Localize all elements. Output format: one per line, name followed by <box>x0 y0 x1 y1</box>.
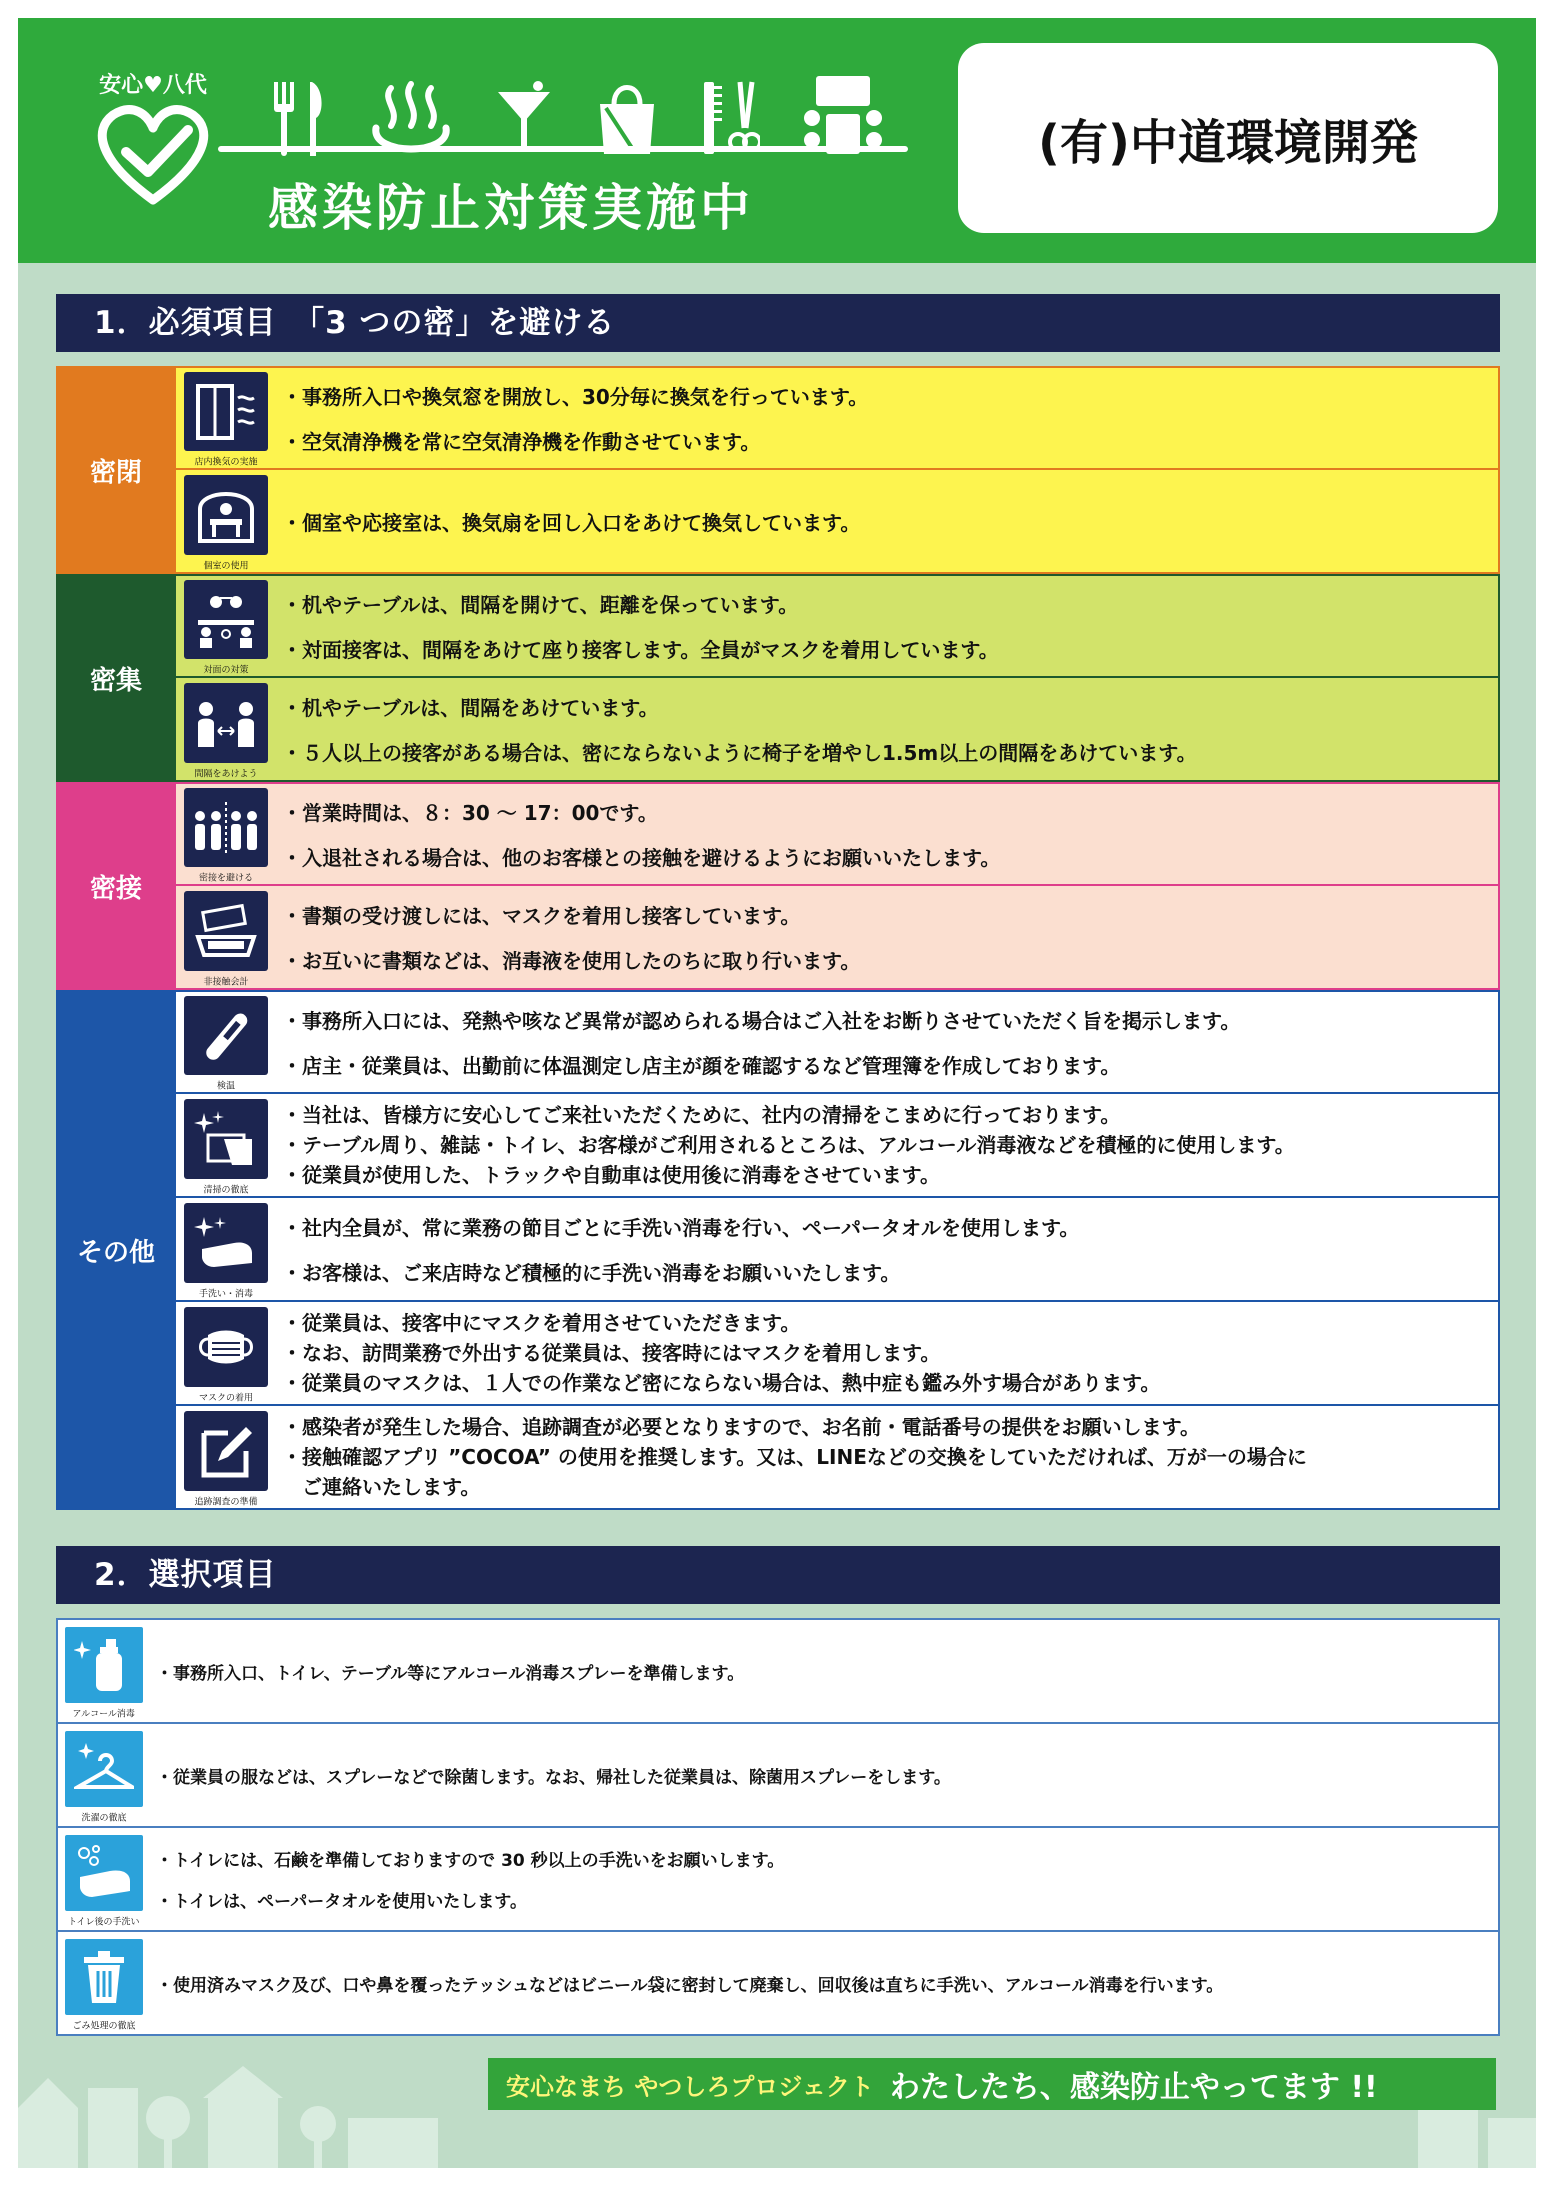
company-name-box <box>958 43 1498 233</box>
queue-people-icon <box>184 788 268 867</box>
item-text: ご連絡いたします。 <box>282 1475 481 1499</box>
icon-caption: アルコール消毒 <box>72 1708 136 1719</box>
company-name: (有)中道環境開発 <box>1038 114 1418 171</box>
category-misshu <box>56 574 1500 782</box>
table-row <box>176 886 1500 990</box>
item-text: ・入退社される場合は、他のお客様との接触を避けるようにお願いいたします。 <box>282 846 1001 870</box>
item-text: ・机やテーブルは、間隔を開けて、距離を保っています。 <box>282 593 799 617</box>
item-text: ・従業員のマスクは、１人での作業など密にならない場合は、熱中症も鑑み外す場合があります。 <box>282 1371 1161 1395</box>
hanger-icon <box>65 1731 143 1807</box>
icon-caption: 間隔をあけよう <box>194 768 258 779</box>
table-row <box>58 1828 1498 1932</box>
alcohol-spray-icon <box>65 1627 143 1703</box>
icon-caption: ごみ処理の徹底 <box>72 2020 136 2031</box>
mask-icon <box>184 1307 268 1387</box>
table-row <box>176 1198 1500 1302</box>
item-text: ・トイレには、石鹸を準備しておりますので 30 秒以上の手洗いをお願いします。 <box>156 1851 785 1871</box>
item-text: ・従業員の服などは、スプレーなどで除菌します。なお、帰社した従業員は、除菌用スプレーをします。 <box>156 1767 951 1788</box>
item-text: ・お客様は、ご来店時など積極的に手洗い消毒をお願いいたします。 <box>282 1261 901 1285</box>
slogan: わたしたち、感染防止やってます !! <box>889 2070 1378 2105</box>
table-row <box>176 678 1500 782</box>
project-name: 安心なまち やつしろプロジェクト <box>506 2072 874 2101</box>
category-label: 密閉 <box>56 366 176 574</box>
item-text: ・トイレは、ペーパータオルを使用いたします。 <box>156 1892 527 1912</box>
table-row <box>176 782 1500 886</box>
table-row <box>58 1932 1498 2036</box>
item-text: ・事務所入口には、発熱や咳など異常が認められる場合はご入社をお断りさせていただく旨を掲示します。 <box>282 1009 1241 1033</box>
table-row <box>176 1406 1500 1510</box>
optional-items-table <box>56 1618 1500 2036</box>
item-text: ・店主・従業員は、出勤前に体温測定し店主が顔を確認するなど管理簿を作成しております。 <box>282 1054 1121 1078</box>
icon-caption: 清掃の徹底 <box>203 1184 249 1195</box>
header-divider <box>218 146 908 152</box>
cash-tray-icon <box>184 891 268 971</box>
icon-caption: 洗濯の徹底 <box>81 1812 127 1823</box>
required-items-table <box>56 366 1500 1510</box>
category-other <box>56 990 1500 1510</box>
soap-bubbles-icon <box>65 1835 143 1911</box>
icon-caption: 追跡調査の準備 <box>194 1496 258 1507</box>
category-missetsu <box>56 782 1500 990</box>
header-title: 感染防止対策実施中 <box>268 179 754 237</box>
heart-check-icon <box>88 100 218 210</box>
table-row <box>176 1094 1500 1198</box>
category-mippei <box>56 366 1500 574</box>
icon-caption: 密接を避ける <box>199 873 253 884</box>
table-row <box>176 1302 1500 1406</box>
item-text: ・対面接客は、間隔をあけて座り接客します。全員がマスクを着用しています。 <box>282 638 999 662</box>
table-row <box>176 990 1500 1094</box>
item-text: ・感染者が発生した場合、追跡調査が必要となりますので、お名前・電話番号の提供をお願いします。 <box>282 1415 1200 1439</box>
item-text: ・机やテーブルは、間隔をあけています。 <box>282 696 659 720</box>
item-text: ・書類の受け渡しには、マスクを着用し接客しています。 <box>282 904 801 928</box>
table-row <box>176 366 1500 470</box>
icon-caption: 非接触会計 <box>203 976 249 987</box>
anshin-yatsushiro-logo <box>78 68 228 218</box>
item-text: ・営業時間は、８：30 ～ 17：00です。 <box>282 801 658 825</box>
thermometer-icon <box>184 996 268 1075</box>
icon-caption: マスクの着用 <box>199 1392 253 1403</box>
icon-caption: 検温 <box>217 1081 235 1092</box>
icon-caption: 店内換気の実施 <box>194 457 258 468</box>
section2-header <box>56 1546 1500 1604</box>
section1-title: 1．必須項目 「3 つの密」を避ける <box>94 305 616 341</box>
item-text: ・接触確認アプリ ”COCOA” の使用を推奨します。又は、LINEなどの交換をしていただければ、万が一の場合に <box>282 1445 1307 1469</box>
item-text: ・空気清浄機を常に空気清浄機を作動させています。 <box>282 430 761 454</box>
icon-caption: 個室の使用 <box>203 560 249 571</box>
logo-text: 安心♥八代 <box>99 73 207 98</box>
table-row <box>176 574 1500 678</box>
item-text: ・なお、訪問業務で外出する従業員は、接客時にはマスクを着用します。 <box>282 1341 941 1365</box>
item-text: ・個室や応接室は、換気扇を回し入口をあけて換気しています。 <box>282 510 861 535</box>
header-banner <box>18 18 1536 263</box>
hand-wash-icon <box>184 1203 268 1283</box>
table-row <box>176 470 1500 574</box>
table-row <box>58 1724 1498 1828</box>
icon-caption: トイレ後の手洗い <box>68 1916 140 1927</box>
item-text: ・テーブル周り、雑誌・トイレ、お客様がご利用されるところは、アルコール消毒液などを積極的に使用します。 <box>282 1133 1295 1157</box>
item-text: ・従業員が使用した、トラックや自動車は使用後に消毒をさせています。 <box>282 1163 940 1187</box>
industry-icons <box>268 58 888 158</box>
private-room-icon <box>184 475 268 555</box>
trash-can-icon <box>65 1939 143 2015</box>
pen-note-icon <box>184 1411 268 1491</box>
item-text: ・事務所入口、トイレ、テーブル等にアルコール消毒スプレーを準備します。 <box>156 1663 745 1684</box>
icon-caption: 対面の対策 <box>203 665 249 676</box>
face-to-face-icon <box>184 580 268 659</box>
item-text: ・従業員は、接客中にマスクを着用させていただきます。 <box>282 1311 801 1335</box>
poster <box>18 18 1536 2168</box>
item-text: ・事務所入口や換気窓を開放し、30分毎に換気を行っています。 <box>282 385 869 409</box>
cleaning-icon <box>184 1099 268 1179</box>
icon-caption: 手洗い・消毒 <box>199 1288 253 1299</box>
item-text: ・当社は、皆様方に安心してご来社いただくために、社内の清掃をこまめに行っております。 <box>282 1103 1121 1127</box>
distance-icon <box>184 683 268 763</box>
window-ventilation-icon <box>184 372 268 451</box>
item-text: ・社内全員が、常に業務の節目ごとに手洗い消毒を行い、ペーパータオルを使用します。 <box>282 1216 1080 1240</box>
table-row <box>58 1620 1498 1724</box>
item-text: ・お互いに書類などは、消毒液を使用したのちに取り行います。 <box>282 949 861 973</box>
item-text: ・５人以上の接客がある場合は、密にならないように椅子を増やし1.5m以上の間隔をあけています。 <box>282 741 1197 765</box>
category-label: その他 <box>56 990 176 1510</box>
footer-banner <box>488 2058 1496 2110</box>
section2-title: 2．選択項目 <box>94 1557 277 1593</box>
category-label: 密集 <box>56 574 176 782</box>
section1-header <box>56 294 1500 352</box>
category-label: 密接 <box>56 782 176 990</box>
item-text: ・使用済みマスク及び、口や鼻を覆ったテッシュなどはビニール袋に密封して廃棄し、回収後は直ちに手洗い、アルコール消毒を行います。 <box>156 1975 1224 1996</box>
